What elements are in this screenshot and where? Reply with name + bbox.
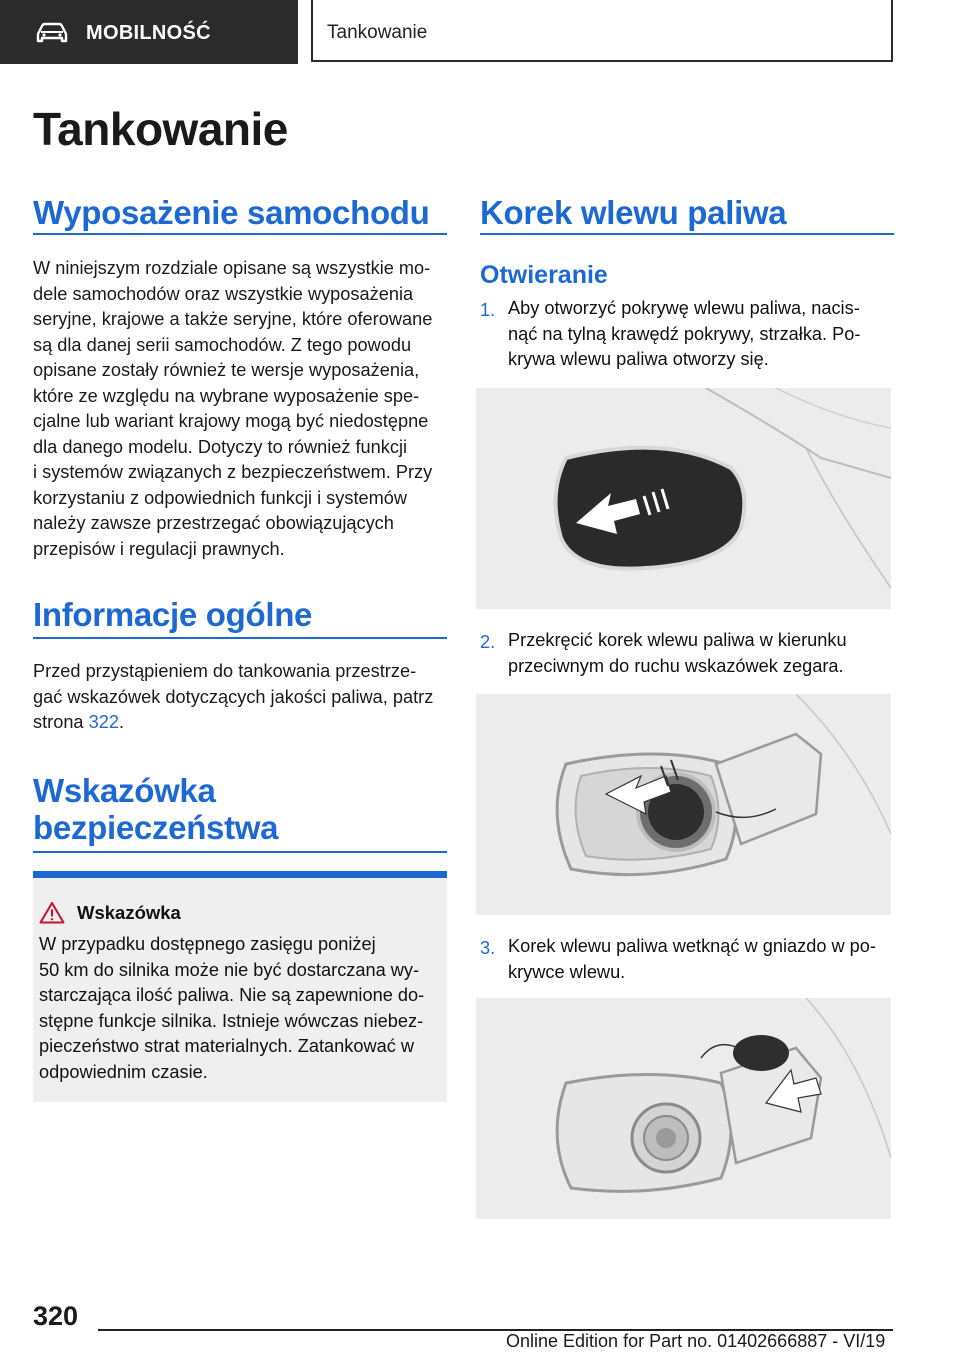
text-line: W niniejszym rozdziale opisane są wszystkie mo- [33, 258, 431, 278]
car-icon [35, 22, 69, 44]
safety-heading-line: Wskazówka [33, 772, 216, 809]
general-heading: Informacje ogólne [33, 596, 313, 633]
text-line: przeciwnym do ruchu wskazówek zegara. [508, 655, 844, 676]
text-line: 50 km do silnika może nie być dostarczana wy- [39, 959, 420, 980]
fuel-flap-closed-image [476, 388, 891, 609]
chapter-tab [311, 0, 893, 62]
equipment-heading: Wyposażenie samochodu [33, 194, 430, 231]
text-fragment: . [118, 712, 125, 732]
text-line: krywa wlewu paliwa otworzy się. [508, 349, 769, 369]
step-text [508, 934, 893, 985]
text-line: stępne funkcje silnika. Istnieje wówczas niebez- [39, 1010, 424, 1031]
text-line: korzystaniu z odpowiednich funkcji i systemów [33, 487, 408, 508]
fuel-cap-heading: Korek wlewu paliwa [480, 194, 787, 231]
text-line: pieczeństwo strat materialnych. Zatankować w [39, 1036, 415, 1056]
general-paragraph [33, 659, 449, 736]
text-line: odpowiednim czasie. [39, 1061, 208, 1082]
divider [33, 637, 447, 639]
warning-title: Wskazówka [77, 902, 181, 923]
text-line: należy zawsze przestrzegać obowiązujących [33, 513, 394, 533]
text-line: dla danego modelu. Dotyczy to również funkcji [33, 436, 408, 457]
step-text [508, 296, 893, 373]
warning-box [33, 878, 447, 1102]
page-title: Tankowanie [33, 103, 288, 155]
section-tab [0, 0, 298, 64]
fuel-cap-stowed-illustration [476, 998, 891, 1219]
text-line: nąć na tylną krawędź pokrywy, strzałka. Po- [508, 323, 861, 344]
step-number: 1. [480, 300, 496, 320]
text-line: gać wskazówek dotyczących jakości paliwa, patrz [33, 686, 434, 707]
equipment-paragraph [33, 256, 449, 562]
warning-bar [33, 871, 447, 878]
opening-subheading: Otwieranie [480, 261, 608, 289]
step-number: 3. [480, 938, 496, 958]
text-fragment: strona [33, 712, 89, 732]
fuel-cap-unscrew-image [476, 694, 891, 915]
text-line: dele samochodów oraz wszystkie wyposażenia [33, 283, 414, 304]
page-number: 320 [33, 1301, 79, 1331]
page-link[interactable]: 322 [88, 712, 119, 732]
text-line: przepisów i regulacji prawnych. [33, 538, 285, 559]
text-line: Przekręcić korek wlewu paliwa w kierunku [508, 630, 847, 650]
divider [33, 851, 447, 853]
warning-triangle-icon [39, 901, 65, 924]
text-line: krywce wlewu. [508, 961, 626, 982]
fuel-cap-stowed-image [476, 998, 891, 1219]
text-line [33, 710, 449, 736]
text-line: Przed przystąpieniem do tankowania przestrze- [33, 661, 417, 681]
warning-text [39, 932, 443, 1085]
text-line: W przypadku dostępnego zasięgu poniżej [39, 934, 376, 954]
fuel-cap-illustration [476, 694, 891, 915]
section-label: MOBILNOŚĆ [86, 22, 211, 44]
step-number: 2. [480, 632, 496, 652]
safety-heading-line: bezpieczeństwa [33, 809, 279, 846]
edition-note: Online Edition for Part no. 01402666887 - VI/19 [506, 1331, 886, 1351]
text-line: starczająca ilość paliwa. Nie są zapewnione do- [39, 985, 425, 1005]
divider [33, 233, 447, 235]
text-line: które ze względu na wybrane wyposażenie spe- [33, 385, 420, 406]
step-text [508, 628, 893, 679]
divider [480, 233, 894, 235]
text-line: Aby otworzyć pokrywę wlewu paliwa, nacis- [508, 298, 860, 318]
text-line: cjalne lub wariant krajowy mogą być niedostępne [33, 411, 429, 431]
text-line: są dla danej serii samochodów. Z tego powodu [33, 334, 412, 355]
fuel-flap-illustration [476, 388, 891, 609]
chapter-label: Tankowanie [327, 22, 428, 43]
safety-heading [33, 772, 278, 846]
text-line: i systemów związanych z bezpieczeństwem. Przy [33, 462, 433, 482]
text-line: opisane zostały również te wersje wyposażenia, [33, 360, 420, 380]
text-line: Korek wlewu paliwa wetknąć w gniazdo w po- [508, 936, 876, 956]
text-line: seryjne, krajowe a także seryjne, które oferowane [33, 309, 433, 329]
